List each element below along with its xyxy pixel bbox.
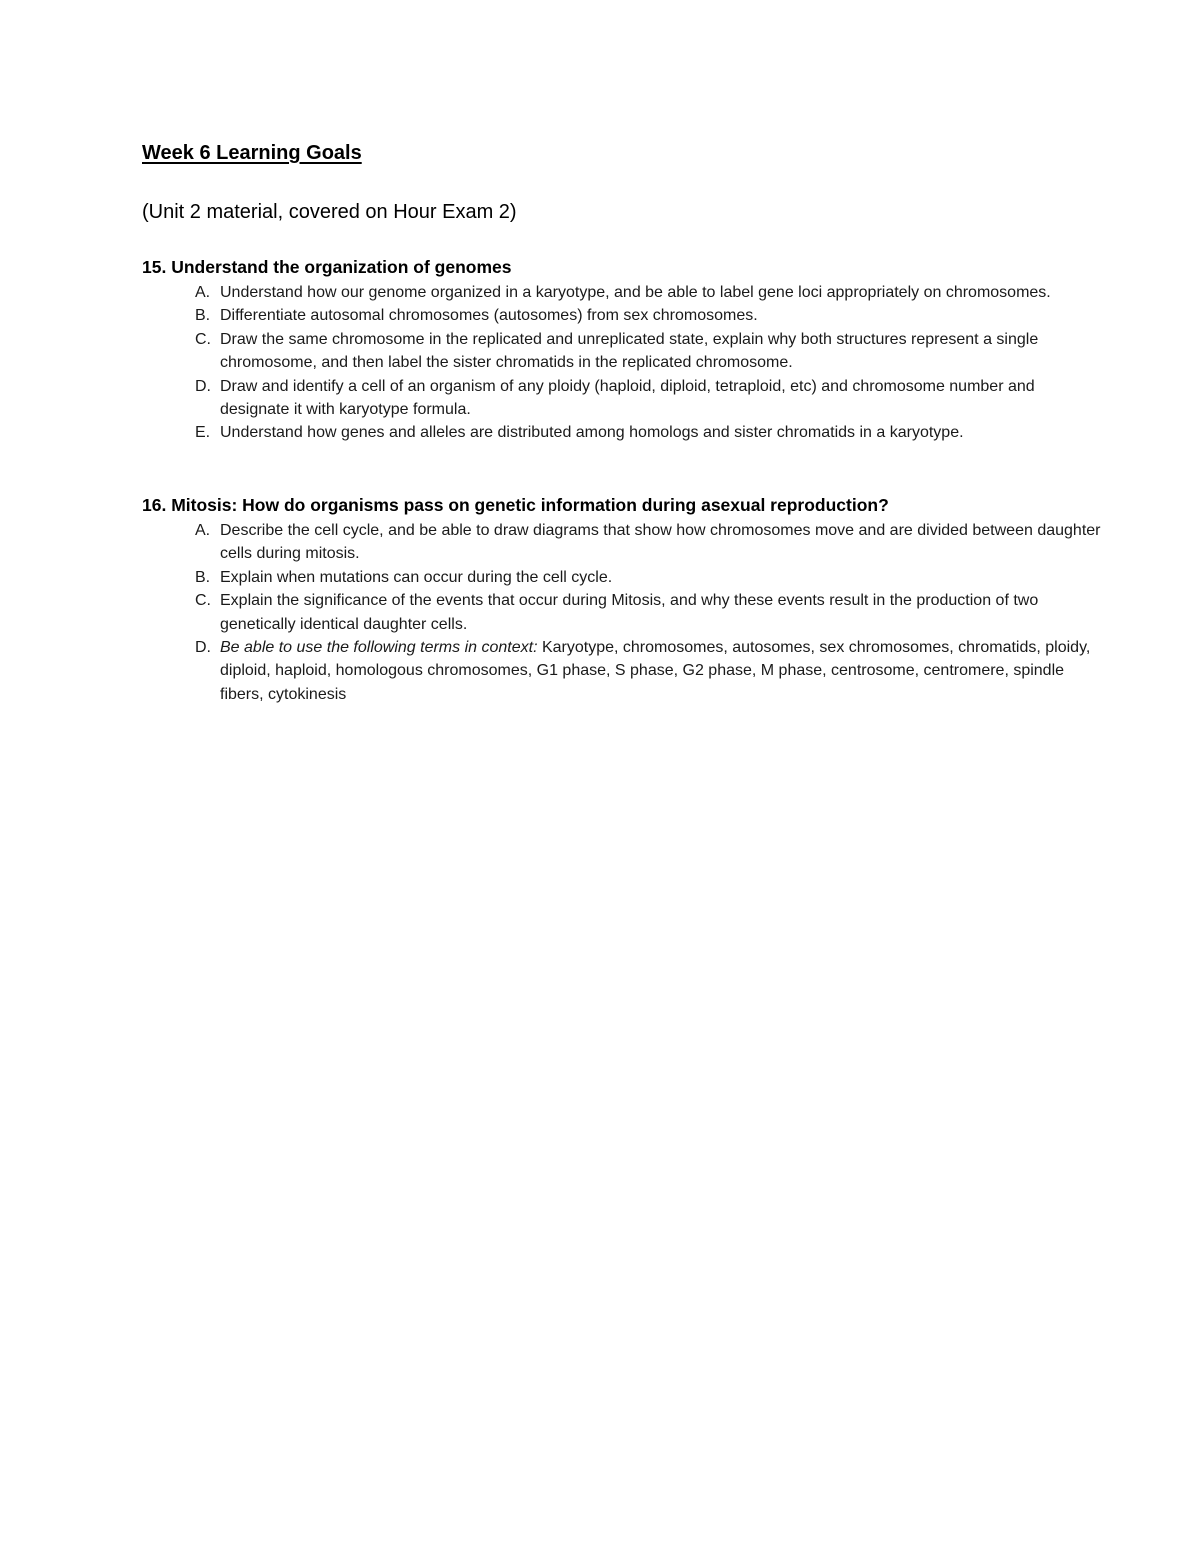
goal-letter: B. [195,307,211,325]
goal-list [142,281,1102,445]
goal-text: Draw and identify a cell of an organism of any ploidy (haploid, diploid, tetraploid, etc) and chromosome number and designate it with karyotype formula. [220,377,1035,419]
goal-item [195,566,1102,589]
goal-text: Draw the same chromosome in the replicated and unreplicated state, explain why both structures represent a single chromosome, and then label the sister chromatids in the replicated chromosome. [220,330,1039,372]
goal-italic-prefix: Be able to use the following terms in context: [220,639,538,657]
goal-letter: B. [195,568,211,586]
goal-text: Explain the significance of the events that occur during Mitosis, and why these events result in the production of two genetically identical daughter cells. [220,592,1039,633]
goal-text: Describe the cell cycle, and be able to draw diagrams that show how chromosomes move and are divided between daughter cells during mitosis. [220,522,1101,563]
goal-letter: C. [195,330,211,348]
goal-letter: A. [195,522,211,539]
goal-letter: D. [195,639,211,657]
goal-text: Understand how genes and alleles are distributed among homologs and sister chromatids in a karyotype. [220,424,964,442]
goal-item [195,519,1102,566]
goal-list [142,519,1102,706]
section-heading: 15. Understand the organization of genomes [142,257,512,277]
goal-item [195,421,1102,444]
goal-letter: A. [195,284,211,301]
goal-item [195,304,1102,327]
section-heading: 16. Mitosis: How do organisms pass on genetic information during asexual reproduction? [142,495,889,515]
goal-item [195,375,1102,422]
goal-text: Differentiate autosomal chromosomes (autosomes) from sex chromosomes. [220,307,758,325]
goal-item [195,281,1102,304]
section-genome-organization [142,256,1102,445]
goal-item [195,589,1102,636]
goal-text: Explain when mutations can occur during the cell cycle. [220,568,613,586]
document-subtitle: (Unit 2 material, covered on Hour Exam 2) [142,201,517,223]
goal-item [195,636,1102,706]
goal-letter: E. [195,424,211,442]
document-title: Week 6 Learning Goals [142,142,362,164]
goal-text: Understand how our genome organized in a karyotype, and be able to label gene loci appropriately on chromosomes. [220,284,1051,301]
goal-letter: C. [195,592,211,610]
goal-text: Karyotype, chromosomes, autosomes, sex chromosomes, chromatids, ploidy, diploid, haploid, homologous chromosomes, G1 phase, S phase, G2 phase, M phase, centrosome, centromere, spindle fibers, cytokinesis [220,639,1091,703]
section-mitosis [142,494,1102,706]
goal-item [195,328,1102,375]
goal-letter: D. [195,377,211,395]
